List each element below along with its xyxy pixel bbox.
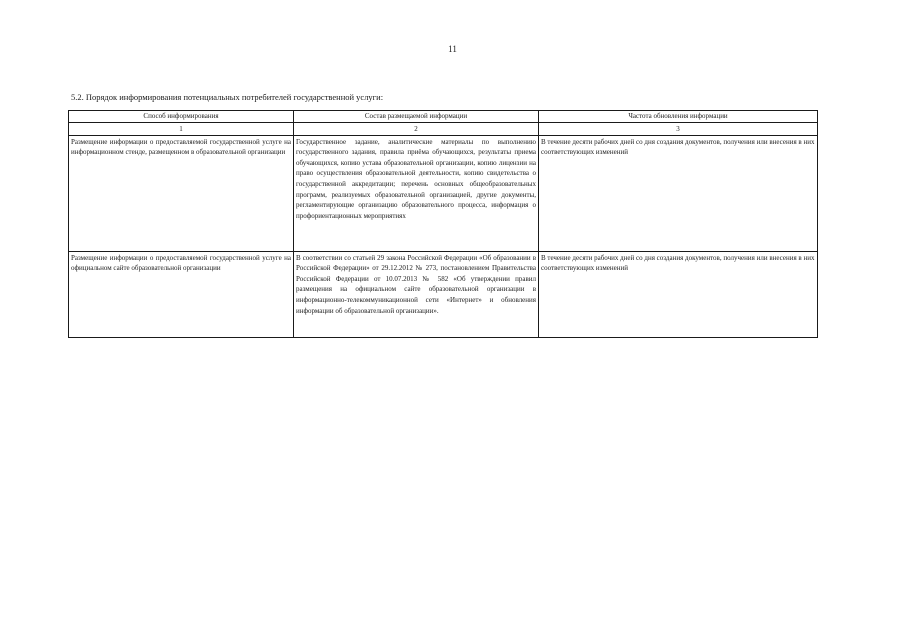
cell-method: Размещение информации о предоставляемой государственной услуге на официальном сайте образовательной организации [69, 252, 294, 338]
information-table [68, 110, 818, 338]
column-number: 1 [69, 123, 294, 136]
table-row [69, 136, 818, 252]
column-header-content: Состав размещаемой информации [294, 111, 539, 123]
cell-content: В соответствии со статьей 29 закона Российской Федерации «Об образовании в Российской Федерации» от 29.12.2012 № 273, постановлением Правительства Российской Федерации от 10.07.2013 № 582 «Об утверждении правил размещения на официальном сайте образовательной организации в информационно-телекоммуникационной сети «Интернет» и обновления информации об образовательной организации». [294, 252, 539, 338]
cell-content: Государственное задание, аналитические материалы по выполнению государственного задания, правила приёма обучающихся, результаты приема обучающихся, копию устава образовательной организации, копию лицензии на право осуществления образовательной деятельности, копию свидетельства о государственной аккредитации; перечень основных общеобразовательных программ, реализуемых образовательной организацией, другие документы, регламентирующие организацию образовательного процесса, информация о профориентационных мероприятиях [294, 136, 539, 252]
cell-method: Размещение информации о предоставляемой государственной услуге на информационном стенде, размещенном в образовательной организации [69, 136, 294, 252]
page-number: 11 [448, 44, 457, 54]
column-header-method: Способ информирования [69, 111, 294, 123]
table-row [69, 252, 818, 338]
section-heading: 5.2. Порядок информирования потенциальных потребителей государственной услуги: [71, 92, 384, 102]
column-number: 2 [294, 123, 539, 136]
column-number-row [69, 123, 818, 136]
column-header-frequency: Частота обновления информации [539, 111, 818, 123]
table-header-row [69, 111, 818, 123]
column-number: 3 [539, 123, 818, 136]
cell-frequency: В течение десяти рабочих дней со дня создания документов, получения или внесения в них соответствующих изменений [539, 136, 818, 252]
cell-frequency: В течение десяти рабочих дней со дня создания документов, получения или внесения в них соответствующих изменений [539, 252, 818, 338]
